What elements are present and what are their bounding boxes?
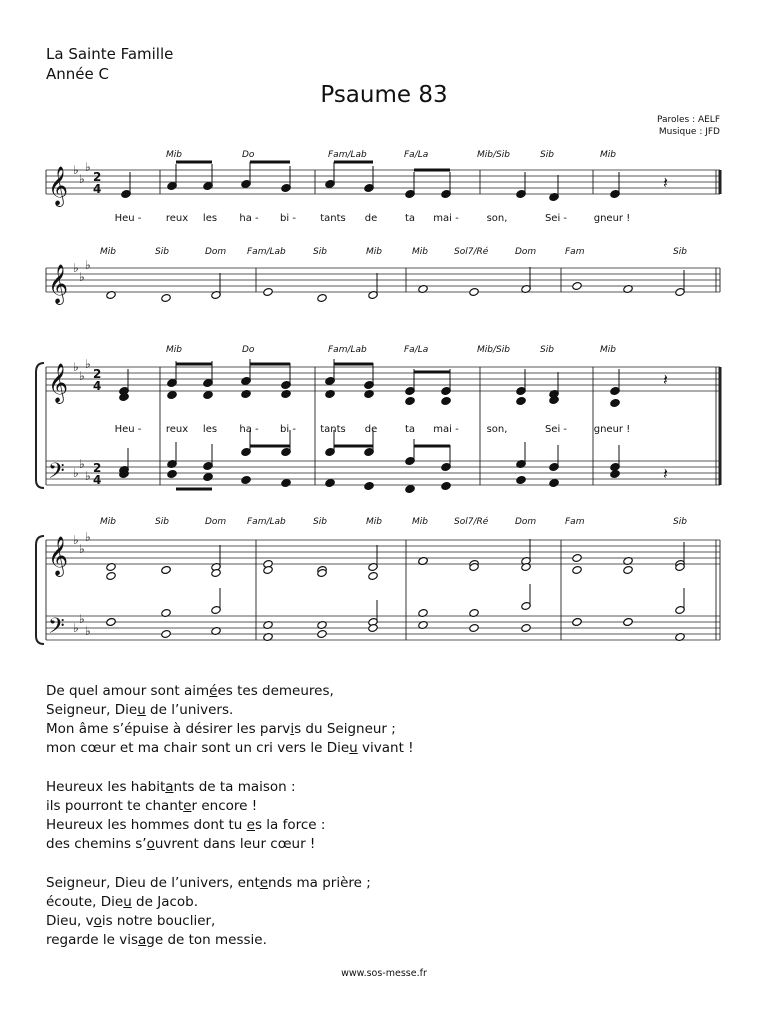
lyric-syllable: Heu - — [114, 424, 142, 435]
flat-icon: ♭ — [85, 530, 91, 544]
system-bracket — [36, 536, 44, 644]
note-head — [441, 396, 451, 405]
note-head — [161, 293, 171, 302]
note-head — [167, 390, 177, 399]
note-head — [106, 571, 116, 580]
note-head — [572, 281, 582, 290]
flat-icon: ♭ — [73, 360, 79, 374]
lyric-syllable: tants — [320, 213, 346, 224]
note-head — [572, 565, 582, 574]
chord-symbol: Dom — [515, 517, 537, 527]
lyric-segment: vivant ! — [357, 740, 414, 756]
treble-clef-icon: 𝄞 — [48, 363, 69, 403]
note-head — [241, 475, 251, 484]
lyric-syllable: gneur ! — [593, 424, 631, 435]
note-head — [167, 469, 177, 478]
lyric-syllable: Heu - — [114, 213, 142, 224]
chord-symbol: Mib — [100, 517, 116, 527]
time-signature-top: 2 — [93, 367, 102, 381]
lyric-syllable: ha - — [239, 213, 259, 224]
flat-icon: ♭ — [85, 357, 91, 371]
flat-icon: ♭ — [79, 542, 85, 556]
note-head — [623, 617, 633, 626]
time-signature-top: 2 — [93, 461, 102, 475]
flat-icon: ♭ — [73, 621, 79, 635]
lyric-syllable: son, — [486, 424, 508, 435]
lyric-segment: Heureux les hommes dont tu — [46, 817, 247, 833]
flat-icon: ♭ — [79, 369, 85, 383]
lyric-syllable: tants — [320, 424, 346, 435]
chord-symbol: Dom — [515, 247, 537, 257]
note-head — [405, 484, 415, 493]
stanza-line — [46, 682, 726, 701]
time-signature-bottom: 4 — [93, 473, 102, 487]
lyric-syllable: ta — [404, 424, 416, 435]
subtitle-year: Année C — [46, 65, 109, 83]
chord-symbol: Fa/La — [404, 150, 429, 160]
note-head — [364, 481, 374, 490]
lyric-segment: es tes demeures, — [217, 683, 334, 699]
note-head — [521, 623, 531, 632]
chord-symbol: Sib — [673, 247, 687, 257]
chord-symbol: Mib — [100, 247, 116, 257]
stanza-line — [46, 778, 726, 797]
lyric-syllable: de — [364, 424, 378, 435]
stressed-syllable: i — [290, 721, 295, 737]
time-signature-top: 2 — [93, 170, 102, 184]
stanza-line — [46, 835, 726, 854]
note-head — [516, 396, 526, 405]
note-head — [516, 475, 526, 484]
time-signature-bottom: 4 — [93, 379, 102, 393]
lyric-segment: ils pourront te chant — [46, 798, 184, 814]
lyric-syllable: gneur ! — [593, 213, 631, 224]
stressed-syllable: e — [183, 798, 192, 814]
lyric-segment: regarde le vis — [46, 932, 139, 948]
chord-symbol: Fam/Lab — [247, 517, 286, 527]
stanza-3 — [46, 874, 726, 950]
note-head — [161, 565, 171, 574]
lyric-syllable: mai - — [433, 213, 459, 224]
stressed-syllable: u — [123, 894, 132, 910]
lyric-segment: des chemins s’ — [46, 836, 147, 852]
lyric-syllable: bi - — [280, 213, 296, 224]
note-head — [203, 472, 213, 481]
lyric-syllable: son, — [486, 213, 508, 224]
flat-icon: ♭ — [73, 466, 79, 480]
note-head — [368, 571, 378, 580]
chord-symbol: Fa/La — [404, 345, 429, 355]
credit-words: Paroles : AELF — [656, 115, 720, 125]
chord-symbol: Mib — [600, 150, 616, 160]
footer-website: www.sos-messe.fr — [341, 968, 427, 979]
lyric-segment: ge de ton messie. — [146, 932, 267, 948]
stanza-line — [46, 931, 726, 950]
lyric-segment: de l’univers. — [145, 702, 234, 718]
quarter-rest-icon: 𝄽 — [663, 370, 668, 389]
chord-symbol: Mib — [166, 345, 182, 355]
lyric-segment: is notre bouclier, — [101, 913, 216, 929]
page-title: Psaume 83 — [320, 82, 448, 108]
flat-icon: ♭ — [85, 469, 91, 483]
flat-icon: ♭ — [73, 261, 79, 275]
chord-symbol: Sib — [155, 247, 169, 257]
credit-music: Musique : JFD — [658, 127, 720, 137]
lyric-syllable: ta — [404, 213, 416, 224]
stressed-syllable: o — [146, 836, 155, 852]
note-head — [317, 629, 327, 638]
chord-symbol: Sib — [540, 150, 554, 160]
stressed-syllable: a — [165, 779, 174, 795]
lyric-segment: Dieu, v — [46, 913, 94, 929]
chord-symbol: Mib — [366, 247, 382, 257]
treble-clef-icon: 𝄞 — [48, 536, 69, 576]
chord-symbol: Sib — [313, 247, 327, 257]
lyric-segment: Seigneur, Die — [46, 702, 138, 718]
chord-symbol: Sib — [673, 517, 687, 527]
chord-symbol: Dom — [205, 517, 227, 527]
chord-symbol: Fam — [565, 517, 585, 527]
note-head — [106, 617, 116, 626]
chord-symbol: Mib — [600, 345, 616, 355]
chord-symbol: Mib — [412, 247, 428, 257]
stanza-line — [46, 816, 726, 835]
stanza-line — [46, 701, 726, 720]
note-head — [161, 629, 171, 638]
chord-symbol: Do — [242, 345, 255, 355]
bass-clef-icon: 𝄢 — [48, 614, 65, 644]
lyric-segment: écoute, Die — [46, 894, 124, 910]
note-head — [405, 396, 415, 405]
treble-clef-icon: 𝄞 — [48, 166, 69, 206]
lyric-syllable: ha - — [239, 424, 259, 435]
chord-symbol: Sib — [313, 517, 327, 527]
flat-icon: ♭ — [85, 160, 91, 174]
stanza-line — [46, 739, 726, 758]
flat-icon: ♭ — [73, 533, 79, 547]
stanza-2 — [46, 778, 726, 854]
lyric-segment: s du Seigneur ; — [294, 721, 396, 737]
note-head — [441, 481, 451, 490]
flat-icon: ♭ — [85, 258, 91, 272]
note-head — [281, 478, 291, 487]
lyric-segment: Seigneur, Dieu de l’univers, ent — [46, 875, 260, 891]
note-head — [317, 293, 327, 302]
note-head — [610, 469, 620, 478]
lyric-segment: s la force : — [254, 817, 326, 833]
note-head — [610, 398, 620, 407]
stressed-syllable: u — [349, 740, 358, 756]
subtitle-occasion: La Sainte Famille — [46, 45, 174, 63]
time-signature-bottom: 4 — [93, 182, 102, 196]
note-head — [572, 617, 582, 626]
flat-icon: ♭ — [85, 624, 91, 638]
lyric-syllable: bi - — [280, 424, 296, 435]
stanza-1 — [46, 682, 726, 758]
chord-symbol: Mib — [366, 517, 382, 527]
chord-symbol: Fam/Lab — [328, 150, 367, 160]
bass-clef-icon: 𝄢 — [48, 459, 65, 489]
stressed-syllable: a — [138, 932, 147, 948]
chord-symbol: Dom — [205, 247, 227, 257]
chord-symbol: Sib — [540, 345, 554, 355]
stressed-syllable: o — [93, 913, 102, 929]
flat-icon: ♭ — [79, 457, 85, 471]
stressed-syllable: u — [137, 702, 146, 718]
lyric-syllable: les — [202, 213, 218, 224]
lyric-segment: nds ma prière ; — [268, 875, 371, 891]
chord-symbol: Do — [242, 150, 255, 160]
lyric-syllable: les — [202, 424, 218, 435]
note-head — [572, 553, 582, 562]
stanza-line — [46, 797, 726, 816]
chord-symbol: Mib — [166, 150, 182, 160]
lyric-syllable: reux — [165, 424, 189, 435]
flat-icon: ♭ — [73, 163, 79, 177]
chord-symbol: Fam — [565, 247, 585, 257]
lyric-syllable: mai - — [433, 424, 459, 435]
stanza-line — [46, 912, 726, 931]
chord-symbol: Mib/Sib — [477, 345, 510, 355]
lyric-segment: mon cœur et ma chair sont un cri vers le Die — [46, 740, 350, 756]
system-bracket — [36, 363, 44, 488]
lyric-syllable: reux — [165, 213, 189, 224]
stressed-syllable: e — [246, 817, 255, 833]
stanza-line — [46, 720, 726, 739]
chord-symbol: Fam/Lab — [328, 345, 367, 355]
chord-symbol: Mib — [412, 517, 428, 527]
quarter-rest-icon: 𝄽 — [663, 173, 668, 192]
lyric-syllable: de — [364, 213, 378, 224]
flat-icon: ♭ — [79, 270, 85, 284]
flat-icon: ♭ — [79, 612, 85, 626]
chord-symbol: Mib/Sib — [477, 150, 510, 160]
note-head — [623, 565, 633, 574]
flat-icon: ♭ — [79, 172, 85, 186]
lyric-segment: De quel amour sont aim — [46, 683, 210, 699]
treble-clef-icon: 𝄞 — [48, 264, 69, 304]
chord-symbol: Sol7/Ré — [454, 247, 489, 257]
note-head — [263, 287, 273, 296]
chord-symbol: Fam/Lab — [247, 247, 286, 257]
note-head — [325, 478, 335, 487]
lyric-segment: uvrent dans leur cœur ! — [154, 836, 316, 852]
stanza-line — [46, 874, 726, 893]
lyric-syllable: Sei - — [544, 213, 568, 224]
lyric-segment: nts de ta maison : — [173, 779, 296, 795]
note-head — [469, 623, 479, 632]
quarter-rest-icon: 𝄽 — [663, 464, 668, 483]
note-head — [469, 287, 479, 296]
lyric-syllable: Sei - — [544, 424, 568, 435]
stanza-line — [46, 893, 726, 912]
lyric-segment: r encore ! — [191, 798, 258, 814]
lyric-segment: Heureux les habit — [46, 779, 166, 795]
lyric-segment: de Jacob. — [131, 894, 199, 910]
note-head — [203, 390, 213, 399]
stressed-syllable: e — [259, 875, 269, 891]
stressed-syllable: é — [209, 683, 218, 699]
lyric-segment: Mon âme s’épuise à désirer les parv — [46, 721, 291, 737]
note-head — [549, 478, 559, 487]
chord-symbol: Sol7/Ré — [454, 517, 489, 527]
chord-symbol: Sib — [155, 517, 169, 527]
